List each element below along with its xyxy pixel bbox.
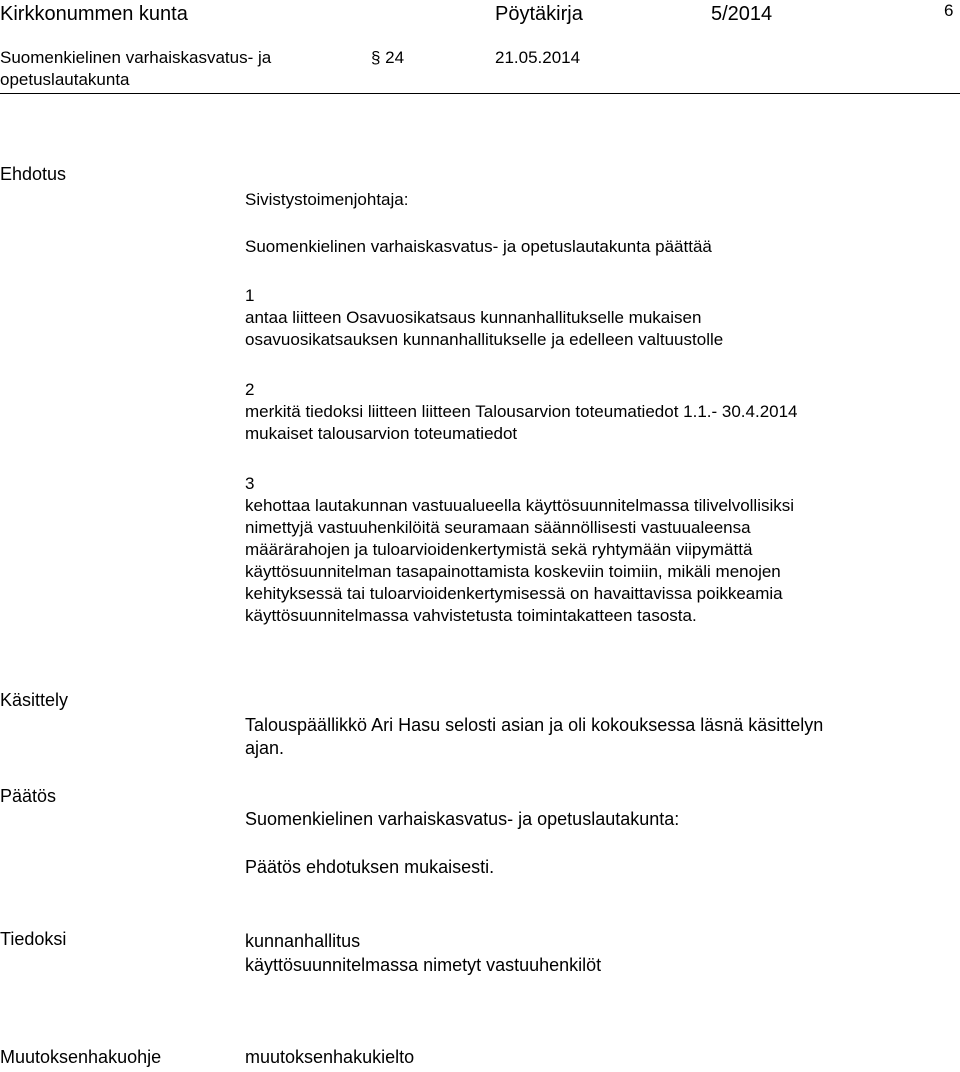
- handling-text-line: ajan.: [245, 738, 285, 758]
- section-label-kasittely: Käsittely: [0, 690, 69, 710]
- item-text-line: kehottaa lautakunnan vastuualueella käyttösuunnitelmassa tilivelvollisiksi: [245, 496, 795, 515]
- proposal-item-1: [245, 285, 723, 351]
- item-text-line: käyttösuunnitelman tasapainottamista koskeviin toimiin, mikäli menojen: [245, 562, 781, 581]
- section-label-paatos: Päätös: [0, 786, 57, 806]
- decision-text: Päätös ehdotuksen mukaisesti.: [245, 857, 495, 877]
- handling-text: [245, 714, 823, 760]
- item-text-line: määrärahojen ja tuloarvioidenkertymistä sekä ryhtymään viipymättä: [245, 540, 753, 559]
- proposal-intro: Suomenkielinen varhaiskasvatus- ja opetuslautakunta päättää: [245, 237, 712, 256]
- committee-name-line1: Suomenkielinen varhaiskasvatus- ja: [0, 48, 272, 67]
- section-label-muutoksenhaku: Muutoksenhakuohje: [0, 1047, 162, 1067]
- item-text-line: mukaiset talousarvion toteumatiedot: [245, 424, 518, 443]
- item-text-line: käyttösuunnitelmassa vahvistetusta toimintakatteen tasosta.: [245, 606, 697, 625]
- section-label-tiedoksi: Tiedoksi: [0, 929, 67, 949]
- handling-text-line: Talouspäällikkö Ari Hasu selosti asian ja oli kokouksessa läsnä käsittelyn: [245, 715, 824, 735]
- decision-body: Suomenkielinen varhaiskasvatus- ja opetuslautakunta:: [245, 809, 680, 829]
- document-type: Pöytäkirja: [495, 3, 583, 25]
- distribution-list: [245, 929, 601, 977]
- proposal-item-3: [245, 473, 794, 627]
- page-number: 6: [944, 1, 954, 20]
- appeal-instruction: muutoksenhakukielto: [245, 1047, 415, 1067]
- document-number: 5/2014: [711, 3, 773, 25]
- item-number: 1: [245, 286, 255, 305]
- item-text-line: antaa liitteen Osavuosikatsaus kunnanhallitukselle mukaisen: [245, 308, 702, 327]
- item-number: 2: [245, 380, 255, 399]
- item-text-line: nimettyjä vastuuhenkilöitä seuramaan säännöllisesti vastuualeensa: [245, 518, 751, 537]
- municipality-name: Kirkkonummen kunta: [0, 3, 188, 25]
- section-label-ehdotus: Ehdotus: [0, 164, 67, 184]
- item-text-line: osavuosikatsauksen kunnanhallitukselle ja edelleen valtuustolle: [245, 330, 724, 349]
- item-number: 3: [245, 474, 255, 493]
- committee-name-line2: opetuslautakunta: [0, 70, 130, 89]
- item-text-line: kehityksessä tai tuloarvioidenkertymisessä on havaittavissa poikkeamia: [245, 584, 783, 603]
- header-divider: [0, 93, 960, 94]
- presenter-title: Sivistystoimenjohtaja:: [245, 190, 409, 209]
- section-number: § 24: [371, 48, 405, 67]
- proposal-item-2: [245, 379, 798, 445]
- distribution-item: kunnanhallitus: [245, 931, 361, 951]
- meeting-date: 21.05.2014: [495, 48, 581, 67]
- distribution-item: käyttösuunnitelmassa nimetyt vastuuhenkilöt: [245, 955, 602, 975]
- item-text-line: merkitä tiedoksi liitteen liitteen Talousarvion toteumatiedot 1.1.- 30.4.2014: [245, 402, 798, 421]
